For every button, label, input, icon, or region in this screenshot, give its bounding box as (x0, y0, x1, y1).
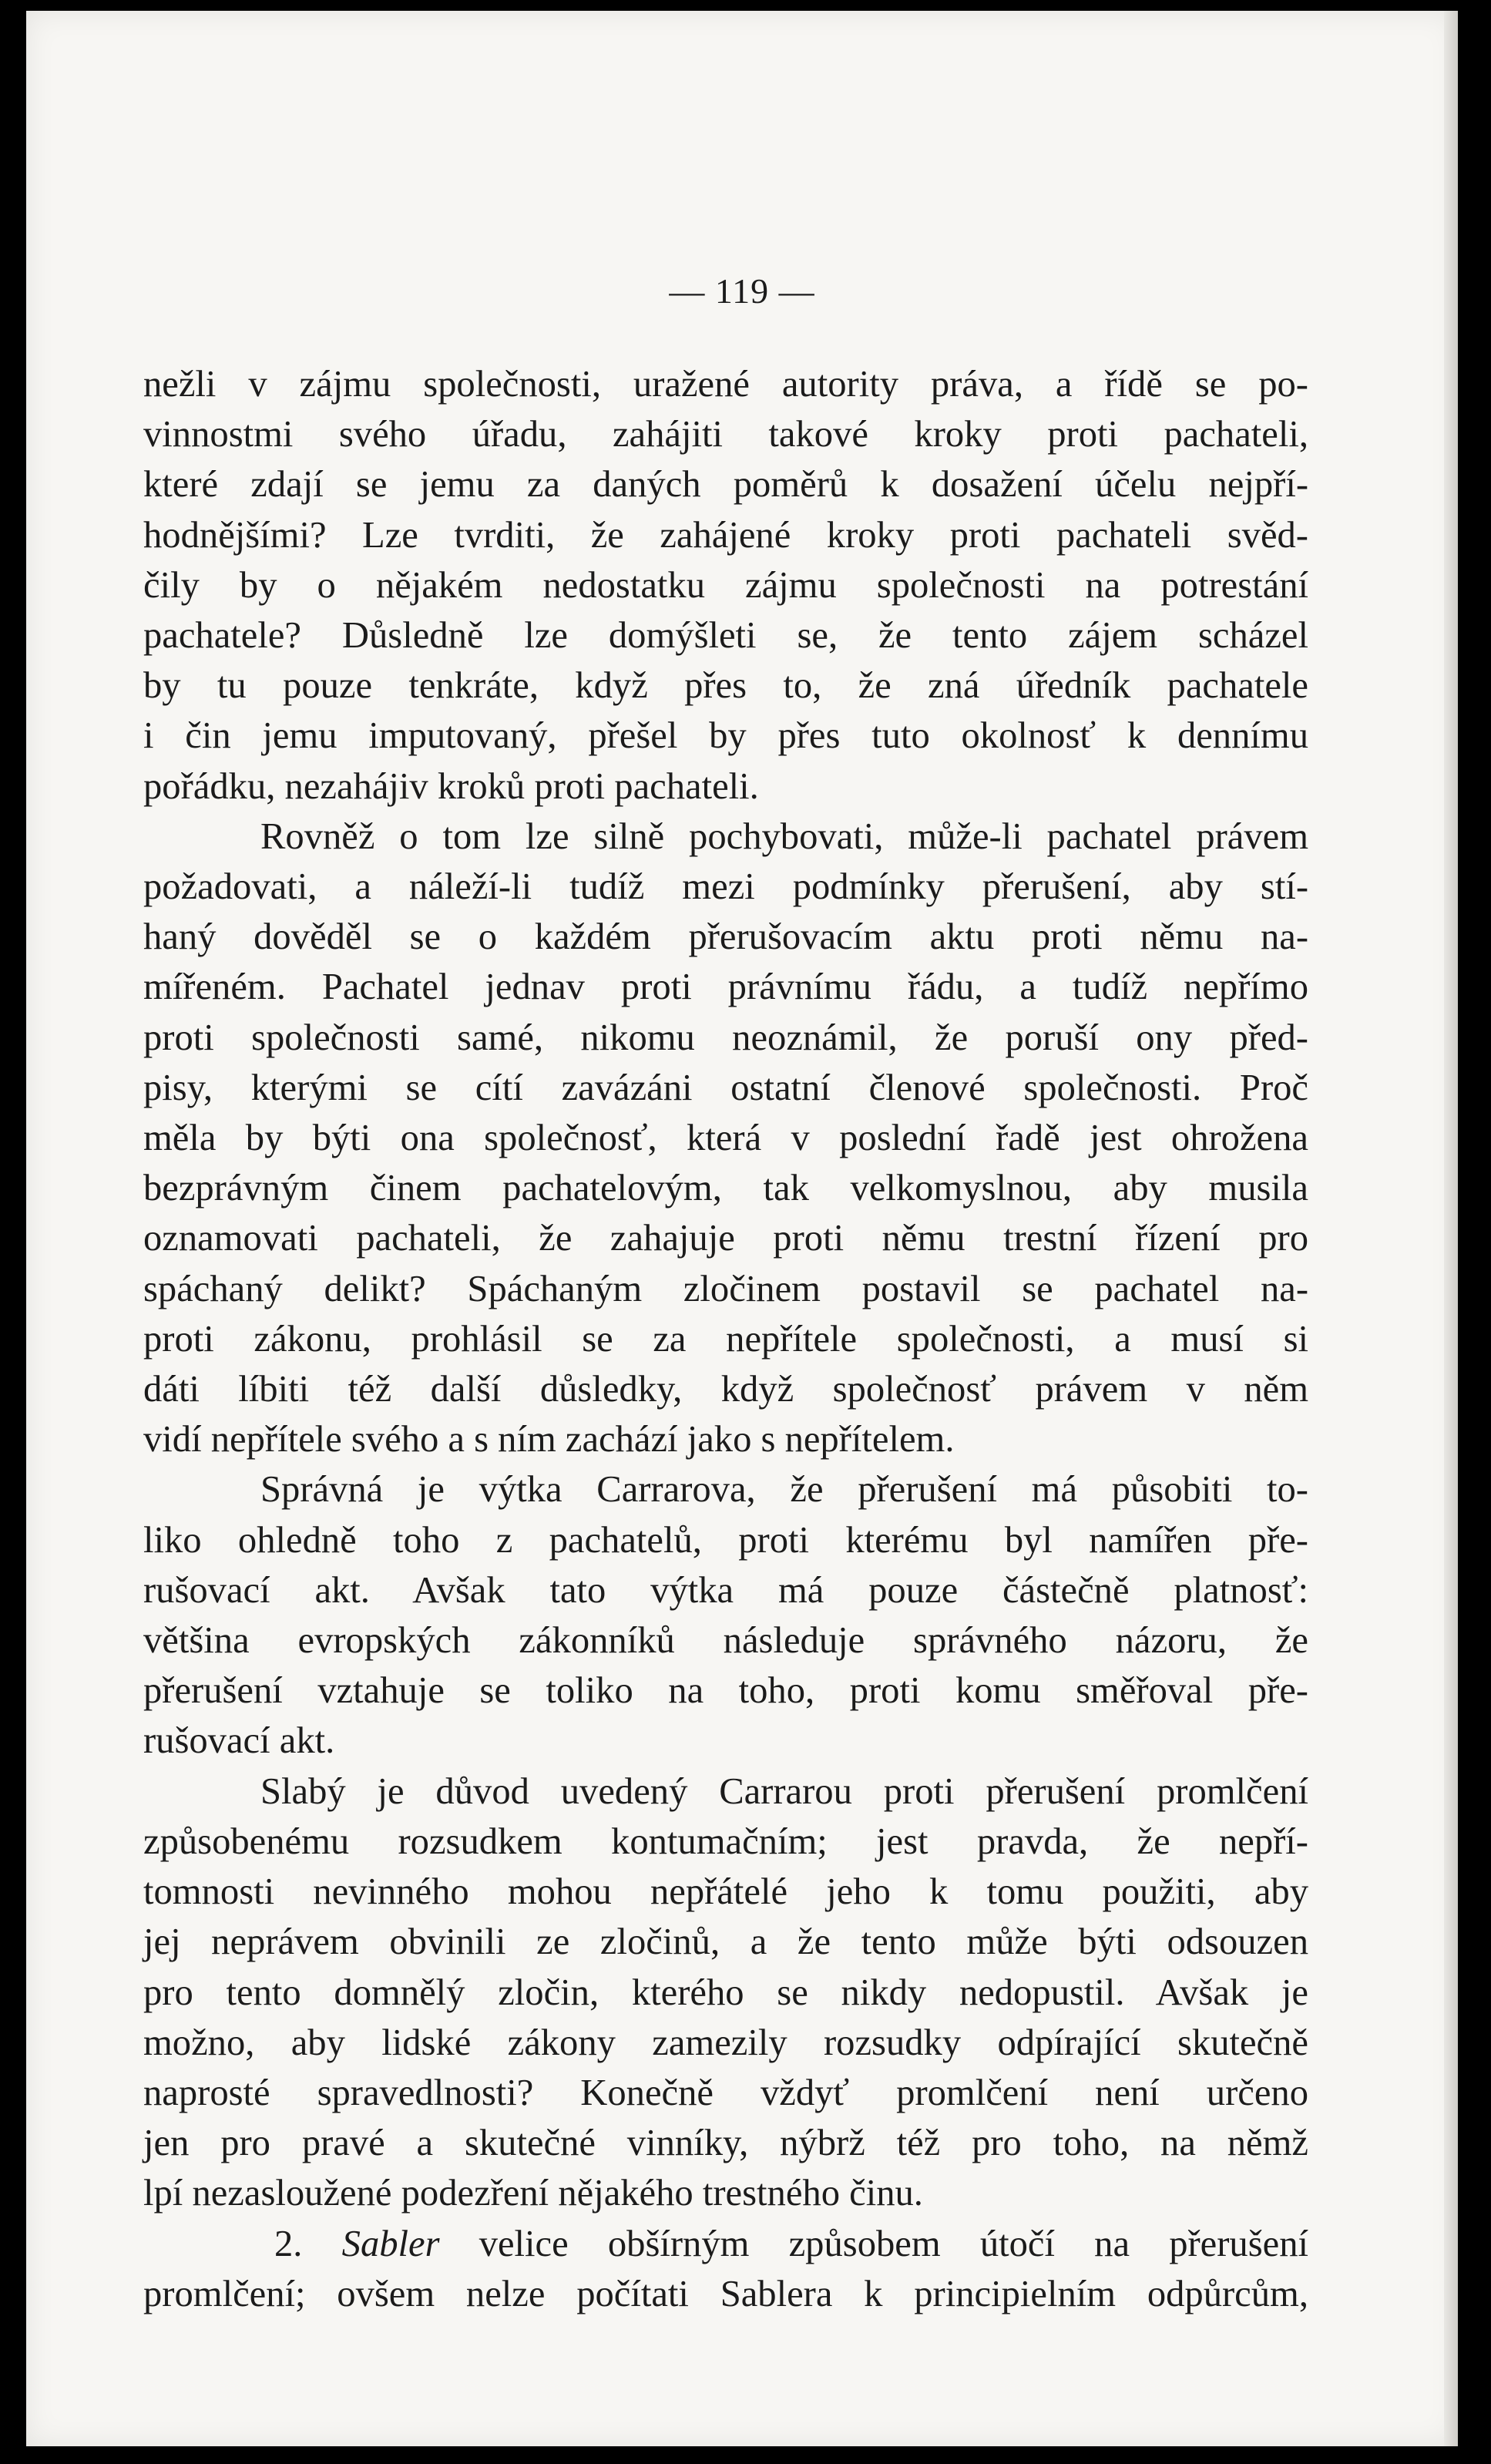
paragraph-5 (143, 2219, 1308, 2319)
text-line: liko ohledně toho z pachatelů, proti kterému byl namířen pře- (143, 1518, 1308, 1561)
text-line: možno, aby lidské zákony zamezily rozsudky odpírající skutečně (143, 2021, 1308, 2063)
text-line: pro tento domnělý zločin, kterého se nikdy nedopustil. Avšak je (143, 1971, 1308, 2013)
text-line (143, 2219, 1308, 2269)
text-fragment: velice obšírným způsobem útočí na přerušení (439, 2222, 1309, 2264)
text-line: pisy, kterými se cítí zavázáni ostatní členové společnosti. Proč (143, 1066, 1308, 1108)
text-line: Správná je výtka Carrarova, že přerušení má působiti to- (260, 1468, 1308, 1511)
text-line: měla by býti ona společnosť, která v poslední řadě jest ohrožena (143, 1117, 1308, 1159)
body-text (143, 359, 1308, 2319)
text-line: dáti líbiti též další důsledky, když společnosť právem v něm (143, 1368, 1308, 1410)
text-line: oznamovati pachateli, že zahajuje proti němu trestní řízení pro (143, 1217, 1308, 1259)
text-line: čily by o nějakém nedostatku zájmu společnosti na potrestání (143, 563, 1308, 606)
text-line: promlčení; ovšem nelze počítati Sablera k principielním odpůrcům, (143, 2272, 1308, 2314)
text-line: většina evropských zákonníků následuje správného názoru, že (143, 1619, 1308, 1662)
paragraph-1 (143, 359, 1308, 812)
text-line: bezprávným činem pachatelovým, tak velkomyslnou, aby musila (143, 1167, 1308, 1209)
text-line: požadovati, a náleží-li tudíž mezi podmínky přerušení, aby stí- (143, 866, 1308, 908)
text-line: haný dověděl se o každém přerušovacím aktu proti němu na- (143, 916, 1308, 958)
text-line: přerušení vztahuje se toliko na toho, proti komu směřoval pře- (143, 1669, 1308, 1712)
page-number: — 119 — (669, 271, 815, 311)
section-number: 2. (274, 2222, 303, 2264)
text-line: pořádku, nezahájiv kroků proti pachateli. (143, 765, 759, 807)
text-line: jen pro pravé a skutečné vinníky, nýbrž též pro toho, na němž (143, 2122, 1308, 2164)
author-name: Sabler (341, 2222, 440, 2264)
text-line: proti zákonu, prohlásil se za nepřítele společnosti, a musí si (143, 1317, 1308, 1360)
text-line: Slabý je důvod uvedený Carrarou proti přerušení promlčení (260, 1770, 1308, 1812)
text-line: lpí nezasloužené podezření nějakého trestného činu. (143, 2172, 923, 2214)
text-line: nežli v zájmu společnosti, uražené autority práva, a řídě se po- (143, 363, 1308, 405)
text-line: vidí nepřítele svého a s ním zachází jako s nepřítelem. (143, 1418, 955, 1461)
text-line: vinnostmi svého úřadu, zahájiti takové kroky proti pachateli, (143, 413, 1308, 455)
text-line: proti společnosti samé, nikomu neoznámil, že poruší ony před- (143, 1016, 1308, 1058)
page-edge (1444, 11, 1458, 2446)
text-line: by tu pouze tenkráte, když přes to, že zná úředník pachatele (143, 664, 1308, 707)
paragraph-4 (143, 1766, 1308, 2219)
text-line: které zdají se jemu za daných poměrů k dosažení účelu nejpří- (143, 463, 1308, 506)
book-page (26, 11, 1458, 2446)
paragraph-2 (143, 812, 1308, 1465)
text-line: způsobenému rozsudkem kontumačním; jest pravda, že nepří- (143, 1820, 1308, 1862)
text-line: Rovněž o tom lze silně pochybovati, může-li pachatel právem (260, 815, 1308, 857)
text-line: jej neprávem obvinili ze zločinů, a že tento může býti odsouzen (143, 1921, 1308, 1963)
text-line: spáchaný delikt? Spáchaným zločinem postavil se pachatel na- (143, 1267, 1308, 1309)
text-line: naprosté spravedlnosti? Konečně vždyť promlčení není určeno (143, 2071, 1308, 2113)
text-line: pachatele? Důsledně lze domýšleti se, že tento zájem scházel (143, 614, 1308, 657)
text-line: tomnosti nevinného mohou nepřátelé jeho k tomu použiti, aby (143, 1871, 1308, 1913)
paragraph-3 (143, 1464, 1308, 1766)
text-line: mířeném. Pachatel jednav proti právnímu řádu, a tudíž nepřímo (143, 966, 1308, 1008)
text-line: i čin jemu imputovaný, přešel by přes tuto okolnosť k dennímu (143, 714, 1308, 757)
text-line: rušovací akt. (143, 1719, 335, 1762)
text-line: hodnějšími? Lze tvrditi, že zahájené kroky proti pachateli svěd- (143, 513, 1308, 556)
text-line: rušovací akt. Avšak tato výtka má pouze částečně platnosť: (143, 1568, 1308, 1611)
